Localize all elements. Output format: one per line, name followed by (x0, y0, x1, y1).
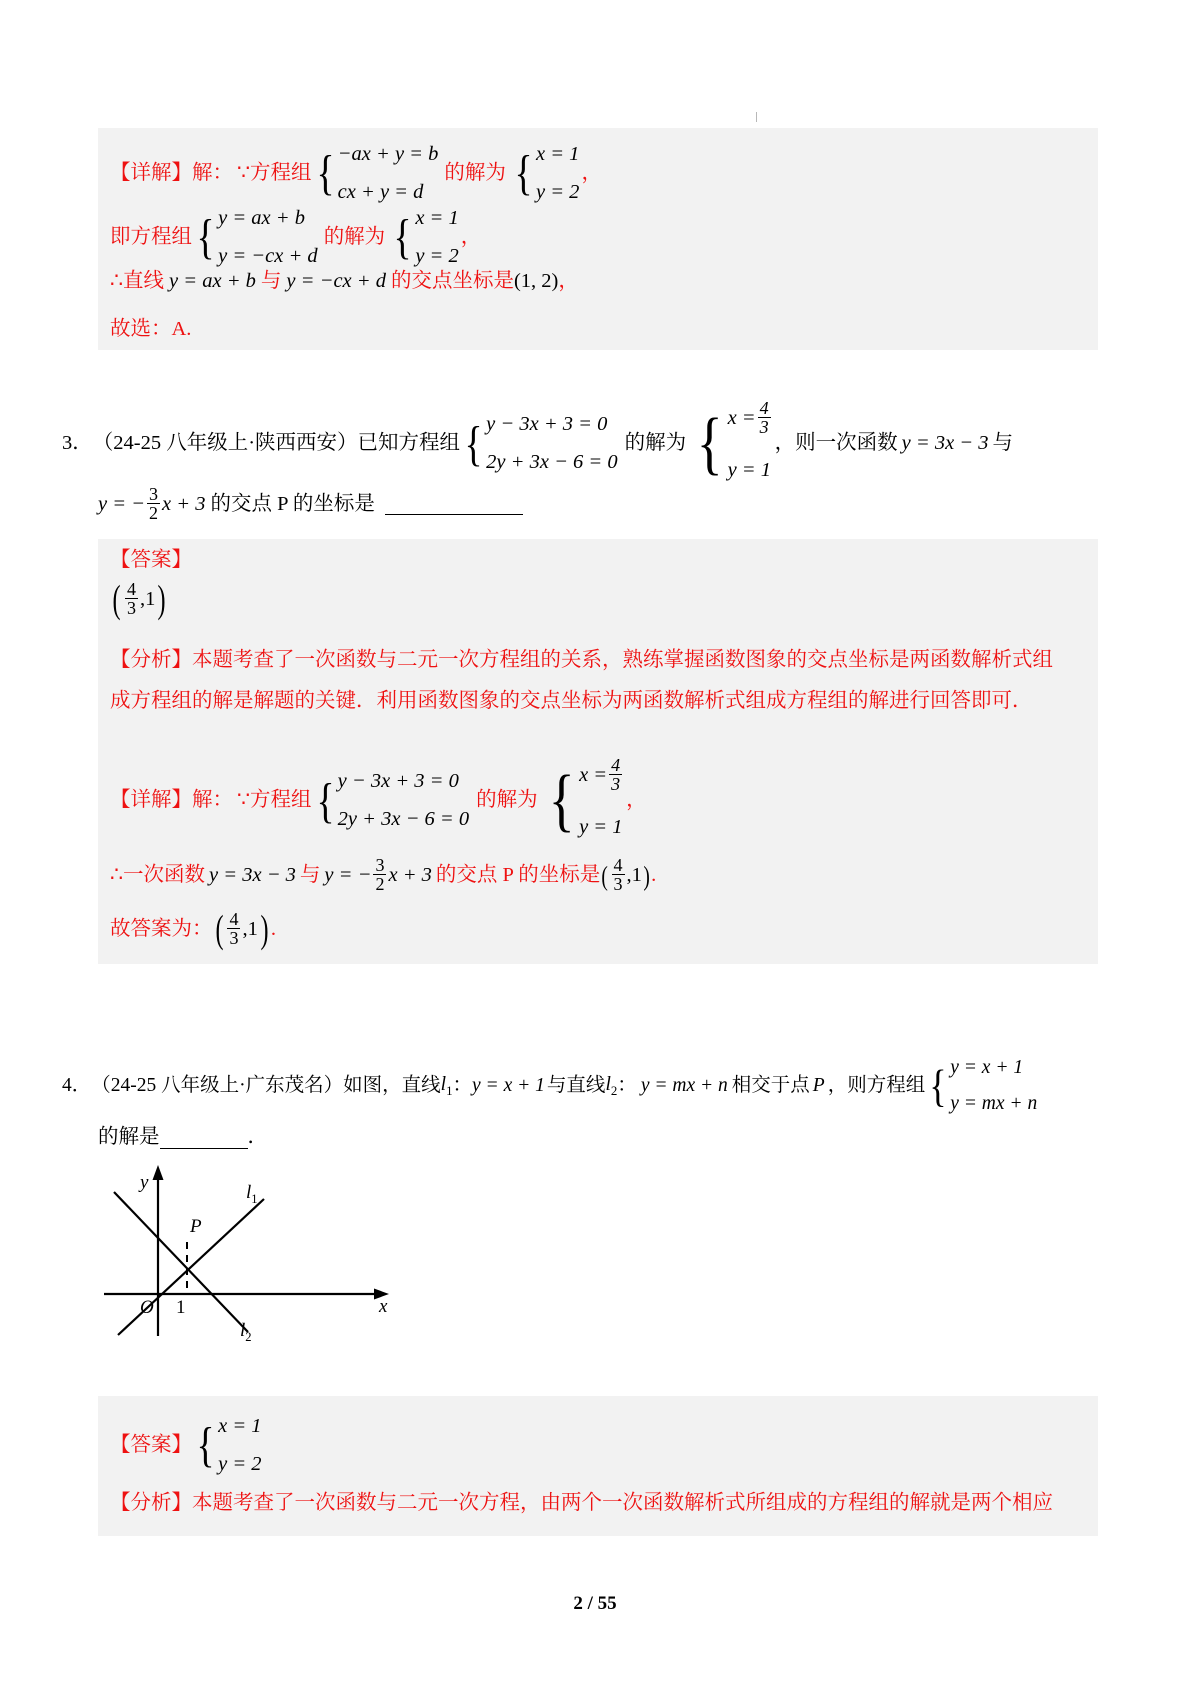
q2-solution2-row2: y = 2 (415, 244, 459, 267)
q2-comma-2: ， (460, 226, 482, 249)
q2-system-2 (194, 200, 318, 276)
because-symbol: ∵ (237, 789, 251, 812)
q4-stem-a: 如图，直线 (343, 1074, 441, 1096)
q3-line2-tail: 的交点 P 的坐标是 (210, 493, 375, 516)
brace-icon: { (196, 211, 215, 265)
q4-answer-row1: x = 1 (218, 1415, 262, 1437)
y-axis-label: y (140, 1172, 149, 1193)
fraction-numerator: 4 (229, 908, 239, 929)
q3-detail-line-1 (110, 749, 647, 854)
fraction-numerator: 4 (759, 397, 769, 418)
q2-comma-3: ， (558, 270, 579, 293)
q3-analysis-line-2: 成方程组的解是解题的关键．利用函数图象的交点坐标为两函数解析式组成方程组的解进行回答即可． (110, 690, 1033, 712)
q2-detail-label: 【详解】 (110, 162, 192, 185)
therefore-symbol: ∴ (110, 270, 124, 293)
q2-line3-eq2: y = −cx + d (286, 270, 386, 293)
fraction-denominator: 2 (375, 874, 385, 895)
q2-system1-row2: cx + y = d (337, 180, 424, 203)
q3-concl-b: 与 (299, 864, 321, 887)
q3-concl-c: 的交点 P 的坐标是 (435, 864, 601, 887)
q2-line3-c: 的交点坐标是 (390, 270, 514, 293)
q4-answer-system (194, 1408, 262, 1484)
q3-system (462, 406, 618, 482)
q4-analysis-text-1: 本题考查了一次函数与二元一次方程，由两个一次函数解析式所组成的方程组的解就是两个相应 (192, 1492, 1053, 1514)
q2-line2-prefix: 即方程组 (110, 226, 192, 249)
coordinate-pair (213, 908, 271, 952)
q3-eq1: y = 3x − 3 (901, 432, 989, 455)
q2-system1-row1: −ax + y = b (337, 143, 439, 165)
brace-icon: { (464, 417, 483, 471)
page-footer: 2 / 55 (573, 1593, 617, 1614)
pair-comma: , (626, 864, 632, 887)
pair-comma: , (139, 588, 146, 611)
q3-detail-solve: 解： (192, 789, 233, 812)
q3-solution-row1 (728, 392, 773, 444)
q3-detail-comma: ， (626, 789, 647, 812)
q3-concl-eq2-lhs: y = − (324, 864, 372, 887)
q4-analysis-label: 【分析】 (110, 1492, 192, 1514)
q3-stem-d: 与 (992, 432, 1014, 455)
page-tick-mark (756, 112, 757, 122)
pair-comma: , (242, 918, 248, 941)
q4-stem-d: ，则方程组 (827, 1074, 926, 1096)
q3-answer-value (110, 578, 168, 622)
q3-detail-system (314, 763, 470, 839)
q4-stem-b: 与直线 (546, 1074, 606, 1096)
q2-detail-line-2 (110, 200, 481, 276)
q4-answer-row2: y = 2 (218, 1452, 262, 1475)
q4-line1-name: $l_1$ (440, 1074, 453, 1099)
pair-y-value: 1 (247, 918, 258, 941)
fraction-denominator: 3 (229, 928, 239, 949)
q2-line3-eq1: y = ax + b (169, 270, 256, 293)
brace-icon: { (548, 762, 575, 840)
q3-analysis-label: 【分析】 (110, 649, 192, 671)
fraction-denominator: 2 (149, 503, 159, 524)
brace-icon: { (196, 1419, 215, 1473)
q4-answer-block (98, 1396, 1098, 1536)
line-l2-label: $l_2$ (240, 1320, 252, 1344)
q2-line3-point: (1, 2) (513, 270, 559, 293)
q4-answer-blank[interactable] (160, 1128, 248, 1148)
right-paren: ) (260, 908, 269, 952)
q3-stem-line-2 (98, 483, 523, 524)
q3-detail-solution (545, 749, 625, 854)
fraction-4-over-3 (227, 910, 240, 948)
fraction-numerator: 3 (375, 854, 385, 875)
q4-line2-name: $l_2$ (605, 1074, 618, 1099)
q3-stem-line-1 (62, 392, 1122, 497)
fraction-4-over-3 (758, 399, 771, 437)
q3-concl-eq2-rhs: x + 3 (388, 864, 432, 887)
q3-final-answer-line (110, 908, 276, 952)
q3-solution (693, 392, 773, 497)
q4-answer-line (110, 1408, 264, 1484)
q4-line2-eq: y = mx + n (640, 1074, 728, 1096)
q3-analysis-line-1 (110, 645, 1053, 677)
coordinate-pair (600, 854, 651, 895)
fraction-numerator: 4 (126, 578, 136, 599)
fraction-denominator: 3 (611, 774, 621, 795)
fraction-3-over-2 (147, 485, 160, 523)
q4-system-row2: y = mx + n (950, 1093, 1038, 1115)
q2-system2-row1: y = ax + b (218, 207, 305, 229)
fraction-4-over-3 (612, 856, 625, 894)
q2-word-solution-is: 的解为 (444, 162, 506, 185)
q3-stem-b: 的解为 (624, 432, 687, 455)
fraction-numerator: 4 (613, 854, 623, 875)
brace-icon: { (316, 774, 335, 828)
q3-concl-period: . (651, 864, 657, 887)
coordinate-pair (110, 578, 168, 622)
q3-number: 3． (62, 432, 93, 455)
q2-solution2-row1: x = 1 (415, 207, 459, 229)
brace-icon: { (514, 147, 533, 201)
point-p-label: P (190, 1216, 202, 1237)
q3-line2-eq-lhs: y = − (98, 493, 146, 516)
fraction-3-over-2 (373, 856, 386, 894)
q2-solution1-row2: y = 2 (536, 180, 580, 203)
q3-final-label: 故答案为： (110, 918, 213, 941)
q2-solve-word: 解： (192, 162, 233, 185)
brace-icon: { (393, 211, 412, 265)
q3-detail-x-label: x = (579, 764, 608, 786)
q2-comma-1: ， (581, 162, 602, 185)
fraction-denominator: 3 (126, 598, 136, 619)
q3-concl-a: 一次函数 (123, 864, 206, 887)
fraction-4-over-3 (125, 580, 138, 618)
brace-icon: { (316, 147, 335, 201)
left-paren: ( (601, 859, 609, 891)
q4-analysis-line-1 (110, 1488, 1053, 1520)
q2-final-choice: 故选：A. (110, 318, 192, 340)
origin-label: O (140, 1297, 154, 1318)
fraction-4-over-3 (609, 756, 622, 794)
q3-detail-word-system: 方程组 (250, 789, 312, 812)
q3-stem-c: ，则一次函数 (774, 432, 898, 455)
q4-colon-2: ： (617, 1074, 637, 1096)
x-tick-label-1: 1 (176, 1297, 186, 1318)
q2-solution-2 (391, 200, 459, 276)
q3-detail-solution-is: 的解为 (476, 789, 538, 812)
q3-answer-blank[interactable] (385, 495, 523, 515)
q3-detail-label: 【详解】 (110, 789, 192, 812)
q4-stem-line-1 (62, 1050, 1152, 1122)
coordinate-graph-figure (96, 1160, 406, 1350)
q3-line2-eq-rhs: x + 3 (162, 493, 206, 516)
q3-system-row1: y − 3x + 3 = 0 (486, 413, 608, 436)
pair-y-value: 1 (145, 588, 156, 611)
q4-answer-label: 【答案】 (110, 1434, 192, 1457)
fraction-denominator: 3 (759, 417, 769, 438)
q3-final-period: . (270, 918, 276, 941)
right-paren: ) (643, 859, 650, 891)
q4-line1-eq: y = x + 1 (472, 1074, 545, 1096)
q4-number: 4． (62, 1074, 92, 1096)
fraction-numerator: 4 (611, 754, 621, 775)
line-l1-label: $l_1$ (246, 1182, 258, 1206)
left-paren: ( (214, 908, 224, 952)
q4-system (927, 1050, 1037, 1122)
pair-y-value: 1 (631, 864, 642, 887)
q3-solution-x-label: x = (727, 407, 756, 429)
x-axis-label: x (379, 1296, 388, 1317)
q2-detail-line-3 (110, 266, 579, 298)
q4-source: （24-25 八年级上·广东茂名） (91, 1074, 344, 1096)
q3-concl-eq1: y = 3x − 3 (209, 864, 296, 887)
q2-solution-block (98, 128, 1098, 350)
q4-period: ． (247, 1126, 268, 1149)
q3-source: （24-25 八年级上·陕西西安） (92, 432, 358, 455)
q2-word-system: 方程组 (250, 162, 312, 185)
q2-line3-a: 直线 (123, 270, 165, 293)
q4-system-row1: y = x + 1 (950, 1057, 1024, 1078)
therefore-symbol: ∴ (110, 864, 124, 887)
q3-detail-solution-row2: y = 1 (579, 816, 623, 839)
q3-system-row2: 2y + 3x − 6 = 0 (486, 451, 618, 474)
q3-analysis-text-1: 本题考查了一次函数与二元一次方程组的关系，熟练掌握函数图象的交点坐标是两函数解析式组 (192, 649, 1053, 671)
q3-solution-row2: y = 1 (727, 459, 771, 482)
q3-detail-system-row2: 2y + 3x − 6 = 0 (337, 808, 470, 831)
q4-stem-c: 相交于点 (731, 1074, 810, 1096)
q3-conclusion-line (110, 854, 657, 895)
q2-word-solution-is-2: 的解为 (323, 226, 386, 249)
q4-stem-e: 的解是 (98, 1126, 160, 1149)
because-symbol: ∵ (237, 162, 251, 185)
q4-colon-1: ： (452, 1074, 473, 1096)
q4-point-name: P (812, 1074, 825, 1096)
q4-stem-line-2 (98, 1122, 268, 1154)
q3-detail-solution-row1 (579, 749, 624, 801)
fraction-numerator: 3 (149, 483, 159, 504)
brace-icon: { (929, 1060, 947, 1112)
fraction-denominator: 3 (613, 874, 623, 895)
q3-answer-label: 【答案】 (110, 549, 192, 571)
q3-stem-a: 已知方程组 (357, 432, 461, 455)
left-paren: ( (112, 578, 121, 622)
right-paren: ) (157, 578, 166, 622)
q2-solution1-row1: x = 1 (536, 143, 580, 165)
q3-answer-block (98, 539, 1098, 964)
q2-line3-b: 与 (260, 270, 282, 293)
brace-icon: { (696, 405, 723, 483)
q3-detail-system-row1: y − 3x + 3 = 0 (337, 770, 459, 793)
q2-solution-1 (512, 136, 580, 212)
q2-system2-row2: y = −cx + d (218, 244, 318, 267)
y-axis-arrowhead (153, 1165, 164, 1180)
